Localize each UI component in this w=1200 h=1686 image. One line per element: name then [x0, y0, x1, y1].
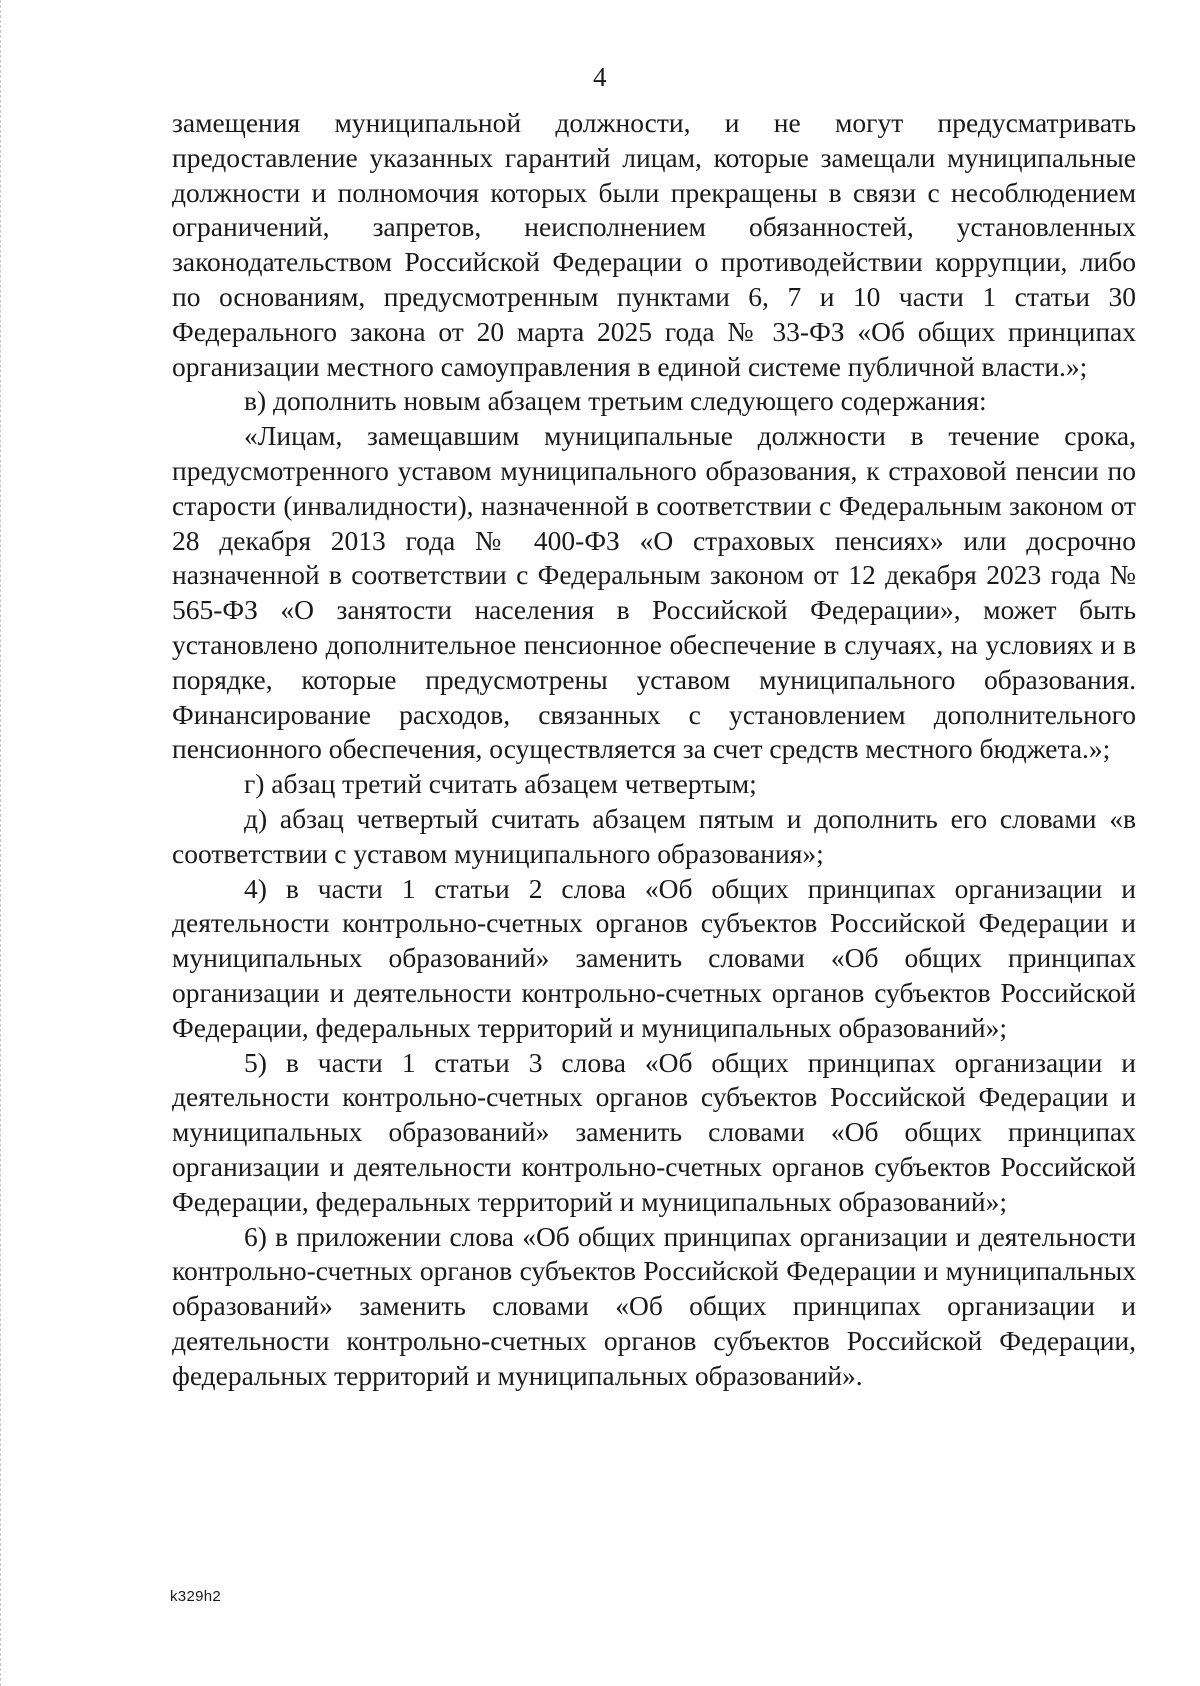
paragraph-item-4: 4) в части 1 статьи 2 слова «Об общих принципах организации и деятельности контрольно-счетных органов субъектов Российской Федерации и муниципальных образований» заменить словами «Об общих принципах организации и деятельности контрольно-счетных органов субъектов Российской Федерации, федеральных территорий и муниципальных образований»;	[172, 872, 1136, 1043]
document-body	[172, 106, 1136, 1393]
page-number: 4	[593, 62, 607, 92]
paragraph-item-g: г) абзац третий считать абзацем четвертым;	[244, 768, 757, 800]
scan-edge-line	[0, 0, 7, 1686]
paragraph-quote-pension: «Лицам, замещавшим муниципальные должности в течение срока, предусмотренного уставом муниципального образования, к страховой пенсии по старости (инвалидности), назначенной в соответствии с Федеральным законом от 28 декабря 2013 года № 400-ФЗ «О страховых пенсиях» или досрочно назначенной в соответствии с Федеральным законом от 12 декабря 2023 года № 565-ФЗ «О занятости населения в Российской Федерации», может быть установлено дополнительное пенсионное обеспечение в случаях, на условиях и в порядке, которые предусмотрены уставом муниципального образования. Финансирование расходов, связанных с установлением дополнительного пенсионного обеспечения, осуществляется за счет средств местного бюджета.»;	[172, 420, 1136, 765]
paragraph-item-v: в) дополнить новым абзацем третьим следующего содержания:	[244, 385, 987, 417]
paragraph-continuation: замещения муниципальной должности, и не могут предусматривать предоставление указанных гарантий лицам, которые замещали муниципальные должности и полномочия которых были прекращены в связи с несоблюдением ограничений, запретов, неисполнением обязанностей, установленных законодательством Российской Федерации о противодействии коррупции, либо по основаниям, предусмотренным пунктами 6, 7 и 10 части 1 статьи 30 Федерального закона от 20 марта 2025 года № 33-ФЗ «Об общих принципах организации местного самоуправления в единой системе публичной власти.»;	[172, 107, 1136, 382]
paragraph-item-d: д) абзац четвертый считать абзацем пятым и дополнить его словами «в соответствии с уставом муниципального образования»;	[172, 802, 1136, 869]
paragraph-item-5: 5) в части 1 статьи 3 слова «Об общих принципах организации и деятельности контрольно-счетных органов субъектов Российской Федерации и муниципальных образований» заменить словами «Об общих принципах организации и деятельности контрольно-счетных органов субъектов Российской Федерации, федеральных территорий и муниципальных образований»;	[172, 1046, 1136, 1217]
document-code: k329h2	[170, 1588, 222, 1605]
paragraph-item-6: 6) в приложении слова «Об общих принципах организации и деятельности контрольно-счетных органов субъектов Российской Федерации и муниципальных образований» заменить словами «Об общих принципах организации и деятельности контрольно-счетных органов субъектов Российской Федерации, федеральных территорий и муниципальных образований».	[172, 1220, 1136, 1391]
